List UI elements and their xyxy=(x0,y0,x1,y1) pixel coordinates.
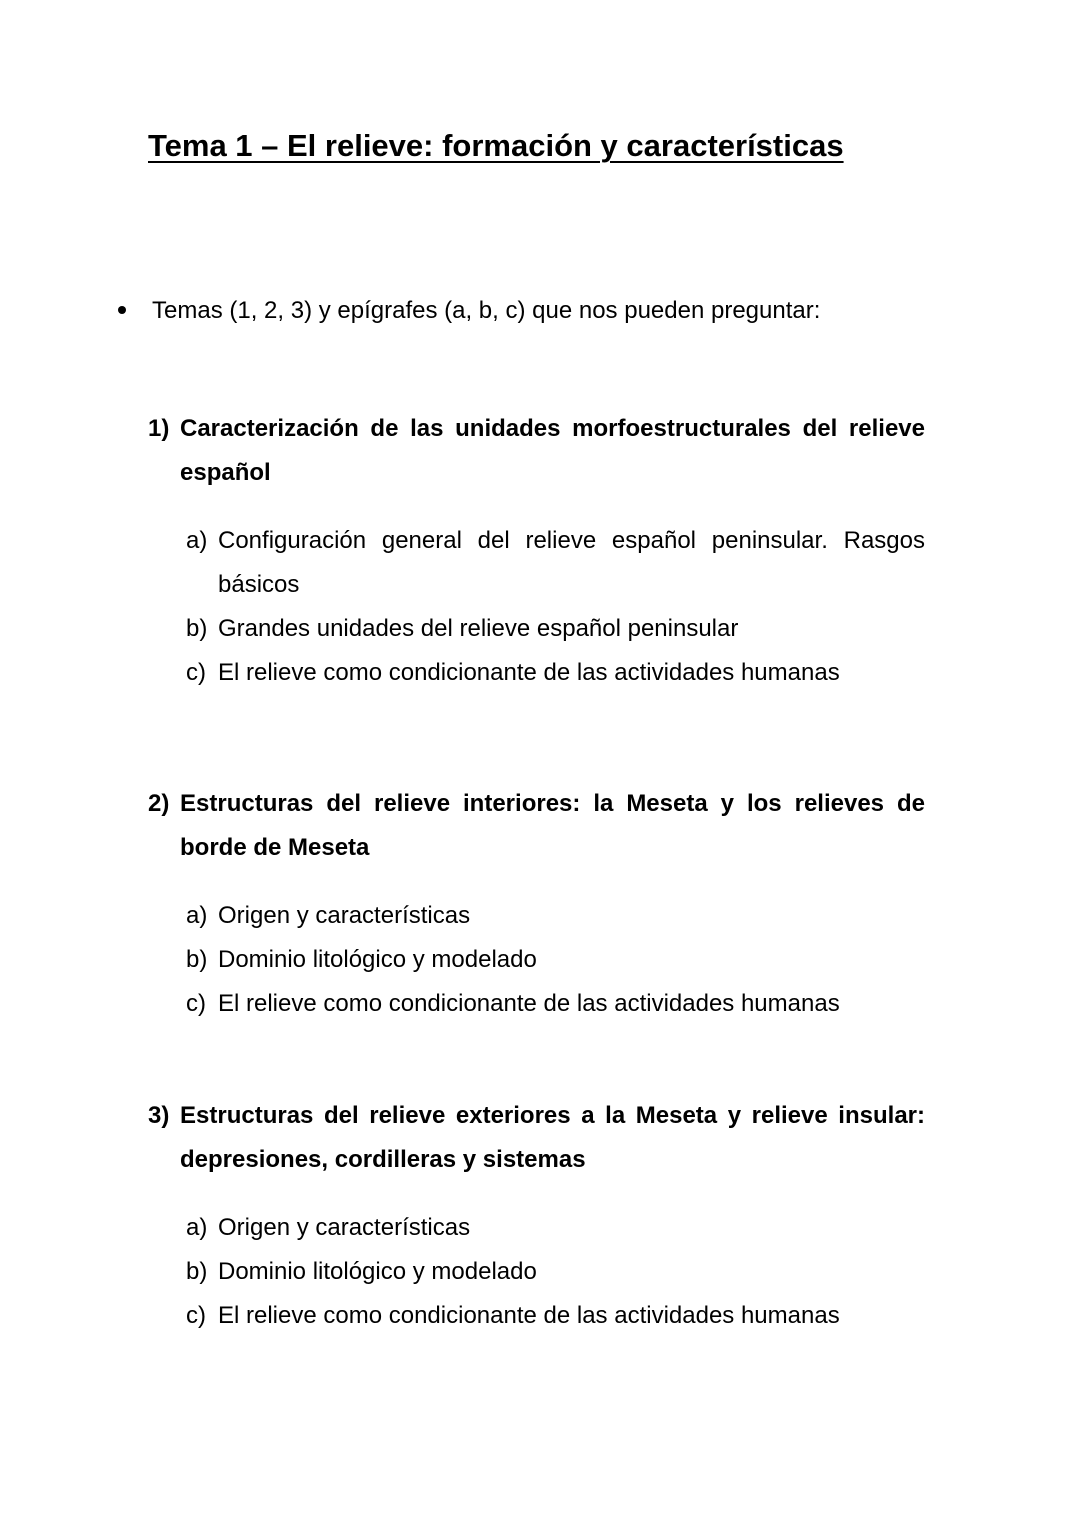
topic-1-heading xyxy=(148,407,925,495)
topic-title: Estructuras del relieve interiores: la Meseta y los relieves de borde de Meseta xyxy=(180,790,925,861)
sub-letter: c) xyxy=(186,990,206,1017)
topic-2-sub-c xyxy=(186,982,925,1026)
topic-1-sub-a xyxy=(186,519,925,607)
intro-bullet xyxy=(118,297,820,325)
topic-3-sub-a xyxy=(186,1206,925,1250)
topic-3-sub-b xyxy=(186,1250,925,1294)
topic-3-sub-c xyxy=(186,1294,925,1338)
topic-2-sub-b xyxy=(186,938,925,982)
topic-number: 2) xyxy=(148,790,170,817)
sub-letter: a) xyxy=(186,527,208,554)
sub-letter: b) xyxy=(186,1258,208,1285)
intro-text: Temas (1, 2, 3) y epígrafes (a, b, c) que nos pueden preguntar: xyxy=(152,297,821,324)
topic-1-sub-b xyxy=(186,607,925,651)
sub-letter: a) xyxy=(186,902,208,929)
sub-text: El relieve como condicionante de las actividades humanas xyxy=(218,1302,840,1329)
sub-text: Dominio litológico y modelado xyxy=(218,1258,537,1285)
sub-text: El relieve como condicionante de las actividades humanas xyxy=(218,659,840,686)
sub-text: Configuración general del relieve español peninsular. Rasgos básicos xyxy=(218,527,925,598)
topic-3-heading xyxy=(148,1094,925,1182)
topic-title: Caracterización de las unidades morfoestructurales del relieve español xyxy=(180,415,925,486)
topic-number: 3) xyxy=(148,1102,170,1129)
bullet-icon xyxy=(118,306,126,314)
topic-2-heading xyxy=(148,782,925,870)
sub-letter: b) xyxy=(186,946,208,973)
sub-text: Dominio litológico y modelado xyxy=(218,946,537,973)
topic-2-sub-a xyxy=(186,894,925,938)
sub-letter: c) xyxy=(186,1302,206,1329)
sub-letter: a) xyxy=(186,1214,208,1241)
topic-title: Estructuras del relieve exteriores a la Meseta y relieve insular: depresiones, cordilleras y sistemas xyxy=(180,1102,925,1173)
topic-1-sub-c xyxy=(186,651,925,695)
page-title: Tema 1 – El relieve: formación y características xyxy=(148,128,844,163)
sub-text: Origen y características xyxy=(218,1214,471,1241)
sub-text: Grandes unidades del relieve español peninsular xyxy=(218,615,739,642)
sub-letter: c) xyxy=(186,659,206,686)
sub-letter: b) xyxy=(186,615,208,642)
topic-number: 1) xyxy=(148,415,170,442)
sub-text: Origen y características xyxy=(218,902,471,929)
sub-text: El relieve como condicionante de las actividades humanas xyxy=(218,990,840,1017)
